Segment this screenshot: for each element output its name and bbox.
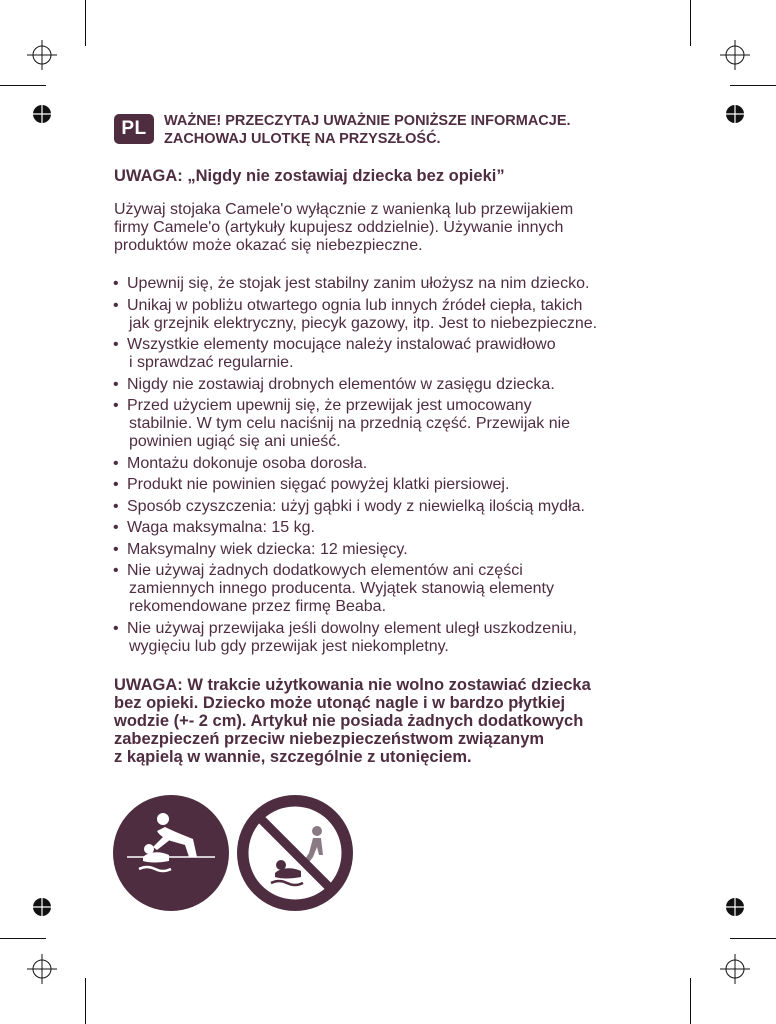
intro-line: firmy Camele'o (artykuły kupujesz oddzielnie). Używanie innych xyxy=(114,219,564,236)
bullet-dot-icon: • xyxy=(113,296,119,314)
bullet-line: Przed użyciem upewnij się, że przewijak jest umocowany xyxy=(127,397,532,414)
bullet-line: rekomendowane przez firmę Beaba. xyxy=(129,598,387,615)
bullet-item xyxy=(113,455,673,473)
intro-line: produktów może okazać się niebezpieczne. xyxy=(114,237,423,254)
prohibited-unattended-bathing-icon xyxy=(237,795,353,911)
bullet-line: stabilnie. W tym celu naciśnij na przednią część. Przewijak nie xyxy=(129,415,571,432)
bullet-line: Unikaj w pobliżu otwartego ognia lub innych źródeł ciepła, takich xyxy=(127,296,583,314)
crop-mark xyxy=(0,938,46,939)
bullet-dot-icon: • xyxy=(113,454,119,472)
bullet-dot-icon: • xyxy=(113,540,119,558)
bullet-item xyxy=(113,297,673,333)
bullet-item xyxy=(113,519,673,537)
bullet-item xyxy=(113,541,673,559)
bullet-item xyxy=(113,397,673,451)
bullet-dot-icon: • xyxy=(113,397,119,414)
final-warning-line: bez opieki. Dziecko może utonąć nagle i w bardzo płytkiej xyxy=(114,694,566,712)
safety-bullet-list xyxy=(113,275,673,659)
crop-mark xyxy=(690,978,691,1024)
registration-dot-icon xyxy=(724,896,746,918)
bullet-dot-icon: • xyxy=(113,497,119,515)
bullet-dot-icon: • xyxy=(113,476,119,493)
bullet-item xyxy=(113,620,673,656)
crop-mark xyxy=(690,0,691,46)
important-header xyxy=(164,112,571,148)
bullet-line: Produkt nie powinien sięgać powyżej klatki piersiowej. xyxy=(127,476,510,493)
bullet-line: Maksymalny wiek dziecka: 12 miesięcy. xyxy=(127,540,408,558)
bullet-dot-icon: • xyxy=(113,336,119,353)
bullet-item xyxy=(113,476,673,494)
supervised-bathing-icon xyxy=(113,795,229,911)
bullet-dot-icon: • xyxy=(113,375,119,393)
final-warning-line: z kąpielą w wannie, szczególnie z utonięciem. xyxy=(114,748,472,766)
registration-mark-icon xyxy=(27,954,57,984)
bullet-line: zamiennych innego producenta. Wyjątek stanowią elementy xyxy=(129,580,554,597)
bullet-line: wygięciu lub gdy przewijak jest niekompletny. xyxy=(129,637,449,655)
registration-mark-icon xyxy=(27,40,57,70)
intro-paragraph xyxy=(114,201,573,255)
bullet-line: Wszystkie elementy mocujące należy instalować prawidłowo xyxy=(127,336,556,353)
registration-mark-icon xyxy=(720,40,750,70)
final-warning-line: UWAGA: W trakcie użytkowania nie wolno zostawiać dziecka xyxy=(114,676,591,694)
bullet-item xyxy=(113,376,673,394)
language-badge: PL xyxy=(114,114,154,144)
bullet-line: jak grzejnik elektryczny, piecyk gazowy, itp. Jest to niebezpieczne. xyxy=(129,314,598,332)
bullet-item xyxy=(113,336,673,372)
bullet-line: i sprawdzać regularnie. xyxy=(129,354,294,371)
bullet-line: Upewnij się, że stojak jest stabilny zanim ułożysz na nim dziecko. xyxy=(127,275,590,292)
bullet-line: powinien ugiąć się ani unieść. xyxy=(129,433,341,450)
crop-mark xyxy=(85,978,86,1024)
registration-dot-icon xyxy=(31,103,53,125)
intro-line: Używaj stojaka Camele'o wyłącznie z wanienką lub przewijakiem xyxy=(114,201,574,218)
crop-mark xyxy=(85,0,86,46)
warning-title: UWAGA: „Nigdy nie zostawiaj dziecka bez opieki” xyxy=(114,167,505,185)
registration-mark-icon xyxy=(720,954,750,984)
bullet-line: Sposób czyszczenia: użyj gąbki i wody z niewielką ilością mydła. xyxy=(127,497,585,515)
header-line: ZACHOWAJ ULOTKĘ NA PRZYSZŁOŚĆ. xyxy=(164,131,441,147)
crop-mark xyxy=(730,85,776,86)
bullet-dot-icon: • xyxy=(113,275,119,292)
bullet-dot-icon: • xyxy=(113,562,119,579)
final-warning xyxy=(114,676,591,766)
bullet-item xyxy=(113,562,673,616)
bullet-dot-icon: • xyxy=(113,619,119,637)
bullet-line: Nie używaj przewijaka jeśli dowolny element uległ uszkodzeniu, xyxy=(127,619,577,637)
final-warning-line: wodzie (+- 2 cm). Artykuł nie posiada żadnych dodatkowych xyxy=(114,712,584,730)
bullet-item xyxy=(113,498,673,516)
registration-dot-icon xyxy=(724,103,746,125)
crop-mark xyxy=(730,938,776,939)
bullet-item xyxy=(113,275,673,293)
bullet-dot-icon: • xyxy=(113,519,119,536)
bullet-line: Waga maksymalna: 15 kg. xyxy=(127,519,315,536)
crop-mark xyxy=(0,85,46,86)
bullet-line: Montażu dokonuje osoba dorosła. xyxy=(127,454,368,472)
final-warning-line: zabezpieczeń przeciw niebezpieczeństwom związanym xyxy=(114,730,545,748)
bullet-line: Nigdy nie zostawiaj drobnych elementów w zasięgu dziecka. xyxy=(127,375,555,393)
header-line: WAŻNE! PRZECZYTAJ UWAŻNIE PONIŻSZE INFORMACJE. xyxy=(164,113,571,129)
registration-dot-icon xyxy=(31,896,53,918)
bullet-line: Nie używaj żadnych dodatkowych elementów ani części xyxy=(127,562,523,579)
